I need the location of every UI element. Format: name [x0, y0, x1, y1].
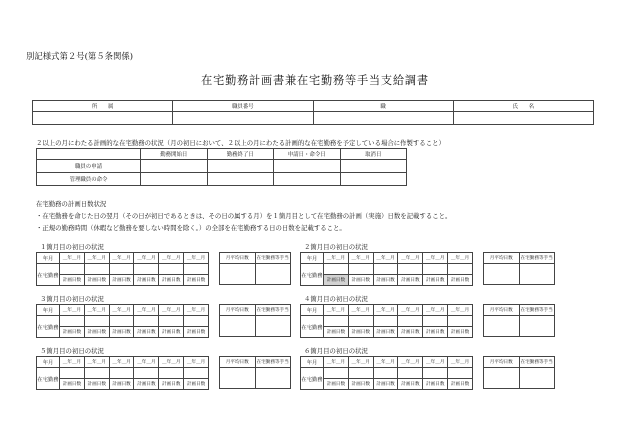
month-block-2 [300, 242, 580, 282]
status-input-cell[interactable] [141, 160, 208, 173]
month-cell: ＿年＿月 [324, 357, 349, 368]
allowance-grid [219, 356, 291, 389]
days-input-cell[interactable] [398, 368, 423, 379]
status-section-heading: ２以上の月にわたる計画的な在宅勤務の状況（月の初日において、２以上の月にわたる計画的な在宅勤務を予定している場合に作製すること） [36, 139, 445, 147]
days-input-cell[interactable] [84, 368, 109, 379]
days-input-cell[interactable] [134, 264, 159, 275]
days-input-cell[interactable] [60, 368, 85, 379]
block-title: １箇月目の初日の状況 [40, 243, 104, 251]
days-input-cell[interactable] [159, 264, 184, 275]
allowance-grid [483, 304, 555, 337]
monthly-average-label: 月平均日数 [220, 305, 256, 316]
days-input-cell[interactable] [184, 264, 209, 275]
status-corner-cell [37, 149, 141, 160]
planned-days-label: 計画日数 [134, 327, 159, 338]
block-title: ３箇月目の初日の状況 [40, 295, 104, 303]
employee-application-row-label: 職員の申請 [37, 160, 141, 173]
month-grid [300, 356, 473, 390]
planned-days-label: 計画日数 [448, 327, 473, 338]
month-cell: ＿年＿月 [60, 305, 85, 316]
start-date-header: 勤務開始日 [141, 149, 208, 160]
days-input-cell[interactable] [448, 316, 473, 327]
planned-days-label: 計画日数 [109, 379, 134, 390]
status-input-cell[interactable] [207, 173, 274, 186]
planned-days-label: 計画日数 [423, 379, 448, 390]
block-title: ４箇月目の初日の状況 [304, 295, 368, 303]
month-cell: ＿年＿月 [373, 357, 398, 368]
planned-days-label: 計画日数 [159, 379, 184, 390]
month-cell: ＿年＿月 [348, 357, 373, 368]
employee-number-header: 職員番号 [173, 101, 313, 112]
year-month-label: 年月 [301, 253, 324, 264]
year-month-label: 年月 [37, 305, 60, 316]
page-title: 在宅勤務計画書兼在宅勤務等手当支給調書 [201, 74, 429, 87]
cancel-date-header: 取消日 [340, 149, 407, 160]
month-cell: ＿年＿月 [159, 357, 184, 368]
status-input-cell[interactable] [340, 173, 407, 186]
planned-days-label: 計画日数 [324, 379, 349, 390]
month-cell: ＿年＿月 [348, 253, 373, 264]
days-input-cell[interactable] [373, 264, 398, 275]
monthly-average-input[interactable] [484, 316, 520, 337]
days-input-cell[interactable] [60, 264, 85, 275]
home-work-label: 在宅勤務 [301, 368, 324, 390]
status-input-cell[interactable] [141, 173, 208, 186]
allowance-input[interactable] [255, 316, 291, 337]
home-work-label: 在宅勤務 [301, 316, 324, 338]
month-cell: ＿年＿月 [159, 305, 184, 316]
days-input-cell[interactable] [348, 316, 373, 327]
year-month-label: 年月 [37, 357, 60, 368]
instruction-note-1: ・在宅勤務を命じた日の翌月（その日が初日であるときは、その日の属する月）を１箇月目として在宅勤務の計画（実施）日数を記載すること。 [36, 212, 452, 220]
month-block-1 [36, 242, 316, 282]
allowance-label: 在宅勤務等手当 [519, 357, 555, 368]
monthly-average-label: 月平均日数 [484, 305, 520, 316]
days-input-cell[interactable] [134, 368, 159, 379]
monthly-average-input[interactable] [220, 264, 256, 285]
allowance-input[interactable] [519, 264, 555, 285]
month-grid [36, 356, 209, 390]
planned-days-label: 計画日数 [423, 327, 448, 338]
days-input-cell[interactable] [60, 316, 85, 327]
days-input-cell[interactable] [134, 316, 159, 327]
month-block-6 [300, 346, 580, 386]
allowance-grid [219, 304, 291, 337]
days-input-cell[interactable] [373, 368, 398, 379]
planned-days-label: 計画日数 [324, 327, 349, 338]
monthly-average-label: 月平均日数 [220, 357, 256, 368]
year-month-label: 年月 [301, 357, 324, 368]
month-cell: ＿年＿月 [109, 253, 134, 264]
planned-days-label: 計画日数 [109, 327, 134, 338]
position-header: 職 [313, 101, 453, 112]
monthly-average-input[interactable] [220, 368, 256, 389]
application-date-header: 申請日・命令日 [274, 149, 341, 160]
planned-days-label: 計画日数 [448, 275, 473, 286]
month-grid [36, 304, 209, 338]
planned-days-label: 計画日数 [398, 327, 423, 338]
name-field[interactable] [453, 112, 593, 125]
block-title: ６箇月目の初日の状況 [304, 347, 368, 355]
month-cell: ＿年＿月 [398, 253, 423, 264]
home-work-label: 在宅勤務 [37, 264, 60, 286]
block-title: ２箇月目の初日の状況 [304, 243, 368, 251]
month-cell: ＿年＿月 [84, 357, 109, 368]
month-cell: ＿年＿月 [60, 357, 85, 368]
planned-days-label: 計画日数 [348, 379, 373, 390]
month-cell: ＿年＿月 [84, 253, 109, 264]
days-input-cell[interactable] [184, 316, 209, 327]
planned-days-label: 計画日数 [84, 275, 109, 286]
home-work-label: 在宅勤務 [301, 264, 324, 286]
allowance-input[interactable] [255, 368, 291, 389]
month-cell: ＿年＿月 [324, 253, 349, 264]
month-grid [36, 252, 209, 286]
block-title: ５箇月目の初日の状況 [40, 347, 104, 355]
month-cell: ＿年＿月 [134, 305, 159, 316]
month-grid [300, 252, 473, 286]
month-cell: ＿年＿月 [373, 253, 398, 264]
month-cell: ＿年＿月 [109, 357, 134, 368]
month-cell: ＿年＿月 [448, 357, 473, 368]
planned-days-label: 計画日数 [60, 275, 85, 286]
days-input-cell[interactable] [348, 368, 373, 379]
status-input-cell[interactable] [274, 160, 341, 173]
month-cell: ＿年＿月 [398, 357, 423, 368]
position-field[interactable] [313, 112, 453, 125]
department-field[interactable] [33, 112, 173, 125]
planned-days-label: 計画日数 [373, 327, 398, 338]
planned-days-label: 計画日数 [159, 327, 184, 338]
instruction-note-2: ・正規の勤務時間（休暇など勤務を要しない時間を除く。）の全部を在宅勤務する日の日数を記載すること。 [36, 224, 346, 232]
status-input-cell[interactable] [340, 160, 407, 173]
planned-days-label: 計画日数 [84, 379, 109, 390]
month-cell: ＿年＿月 [184, 357, 209, 368]
days-input-cell[interactable] [398, 316, 423, 327]
allowance-grid [219, 252, 291, 285]
planned-days-label: 計画日数 [159, 275, 184, 286]
month-cell: ＿年＿月 [423, 253, 448, 264]
planned-days-label: 計画日数 [398, 275, 423, 286]
planned-days-label: 計画日数 [60, 379, 85, 390]
month-cell: ＿年＿月 [398, 305, 423, 316]
month-block-5 [36, 346, 316, 386]
month-cell: ＿年＿月 [324, 305, 349, 316]
allowance-input[interactable] [519, 316, 555, 337]
manager-order-row-label: 管理職員の命令 [37, 173, 141, 186]
days-input-cell[interactable] [159, 368, 184, 379]
monthly-average-label: 月平均日数 [484, 253, 520, 264]
form-number: 別記様式第２号(第５条関係) [26, 51, 134, 61]
allowance-label: 在宅勤務等手当 [255, 305, 291, 316]
month-cell: ＿年＿月 [448, 305, 473, 316]
status-input-cell[interactable] [207, 160, 274, 173]
days-input-cell[interactable] [324, 316, 349, 327]
allowance-input[interactable] [255, 264, 291, 285]
planned-days-label: 計画日数 [60, 327, 85, 338]
home-work-label: 在宅勤務 [37, 368, 60, 390]
employee-number-field[interactable] [173, 112, 313, 125]
month-cell: ＿年＿月 [373, 305, 398, 316]
year-month-label: 年月 [301, 305, 324, 316]
month-cell: ＿年＿月 [134, 357, 159, 368]
allowance-label: 在宅勤務等手当 [519, 305, 555, 316]
planned-days-label: 計画日数 [448, 379, 473, 390]
days-input-cell[interactable] [109, 316, 134, 327]
days-input-cell[interactable] [324, 368, 349, 379]
planned-days-label: 計画日数 [184, 275, 209, 286]
days-input-cell[interactable] [423, 316, 448, 327]
month-cell: ＿年＿月 [423, 357, 448, 368]
home-work-label: 在宅勤務 [37, 316, 60, 338]
month-cell: ＿年＿月 [348, 305, 373, 316]
allowance-grid [483, 252, 555, 285]
days-input-cell[interactable] [109, 368, 134, 379]
status-table [36, 148, 407, 186]
planned-days-label: 計画日数 [373, 275, 398, 286]
year-month-label: 年月 [37, 253, 60, 264]
planned-days-label: 計画日数 [109, 275, 134, 286]
allowance-grid [483, 356, 555, 389]
planned-days-label: 計画日数 [398, 379, 423, 390]
planned-days-label: 計画日数 [134, 379, 159, 390]
name-header: 氏 名 [453, 101, 593, 112]
status-input-cell[interactable] [274, 173, 341, 186]
planned-days-label: 計画日数 [184, 379, 209, 390]
month-cell: ＿年＿月 [60, 253, 85, 264]
month-block-4 [300, 294, 580, 334]
days-input-cell[interactable] [84, 316, 109, 327]
month-cell: ＿年＿月 [134, 253, 159, 264]
planned-days-label: 計画日数 [348, 327, 373, 338]
days-input-cell[interactable] [109, 264, 134, 275]
days-input-cell[interactable] [448, 368, 473, 379]
allowance-label: 在宅勤務等手当 [519, 253, 555, 264]
days-input-cell[interactable] [398, 264, 423, 275]
employee-info-table [32, 100, 594, 125]
month-cell: ＿年＿月 [159, 253, 184, 264]
allowance-input[interactable] [519, 368, 555, 389]
monthly-average-input[interactable] [220, 316, 256, 337]
days-input-cell[interactable] [84, 264, 109, 275]
days-input-cell[interactable] [373, 316, 398, 327]
month-cell: ＿年＿月 [109, 305, 134, 316]
monthly-average-input[interactable] [484, 264, 520, 285]
end-date-header: 勤務終了日 [207, 149, 274, 160]
planned-days-label: 計画日数 [134, 275, 159, 286]
days-input-cell[interactable] [448, 264, 473, 275]
department-header: 所 属 [33, 101, 173, 112]
planned-days-label: 計画日数 [84, 327, 109, 338]
days-input-cell[interactable] [159, 316, 184, 327]
planned-days-label: 計画日数 [348, 275, 373, 286]
days-input-cell[interactable] [423, 264, 448, 275]
days-input-cell[interactable] [184, 368, 209, 379]
planned-days-label: 計画日数 [373, 379, 398, 390]
monthly-average-input[interactable] [484, 368, 520, 389]
month-cell: ＿年＿月 [84, 305, 109, 316]
planned-days-label: 計画日数 [324, 275, 349, 286]
days-input-cell[interactable] [348, 264, 373, 275]
month-cell: ＿年＿月 [448, 253, 473, 264]
monthly-average-label: 月平均日数 [484, 357, 520, 368]
plan-section-heading: 在宅勤務の計画日数状況 [36, 200, 107, 208]
planned-days-label: 計画日数 [423, 275, 448, 286]
days-input-cell[interactable] [423, 368, 448, 379]
month-cell: ＿年＿月 [184, 305, 209, 316]
days-input-cell[interactable] [324, 264, 349, 275]
allowance-label: 在宅勤務等手当 [255, 357, 291, 368]
monthly-average-label: 月平均日数 [220, 253, 256, 264]
month-grid [300, 304, 473, 338]
month-cell: ＿年＿月 [184, 253, 209, 264]
planned-days-label: 計画日数 [184, 327, 209, 338]
allowance-label: 在宅勤務等手当 [255, 253, 291, 264]
month-cell: ＿年＿月 [423, 305, 448, 316]
month-block-3 [36, 294, 316, 334]
